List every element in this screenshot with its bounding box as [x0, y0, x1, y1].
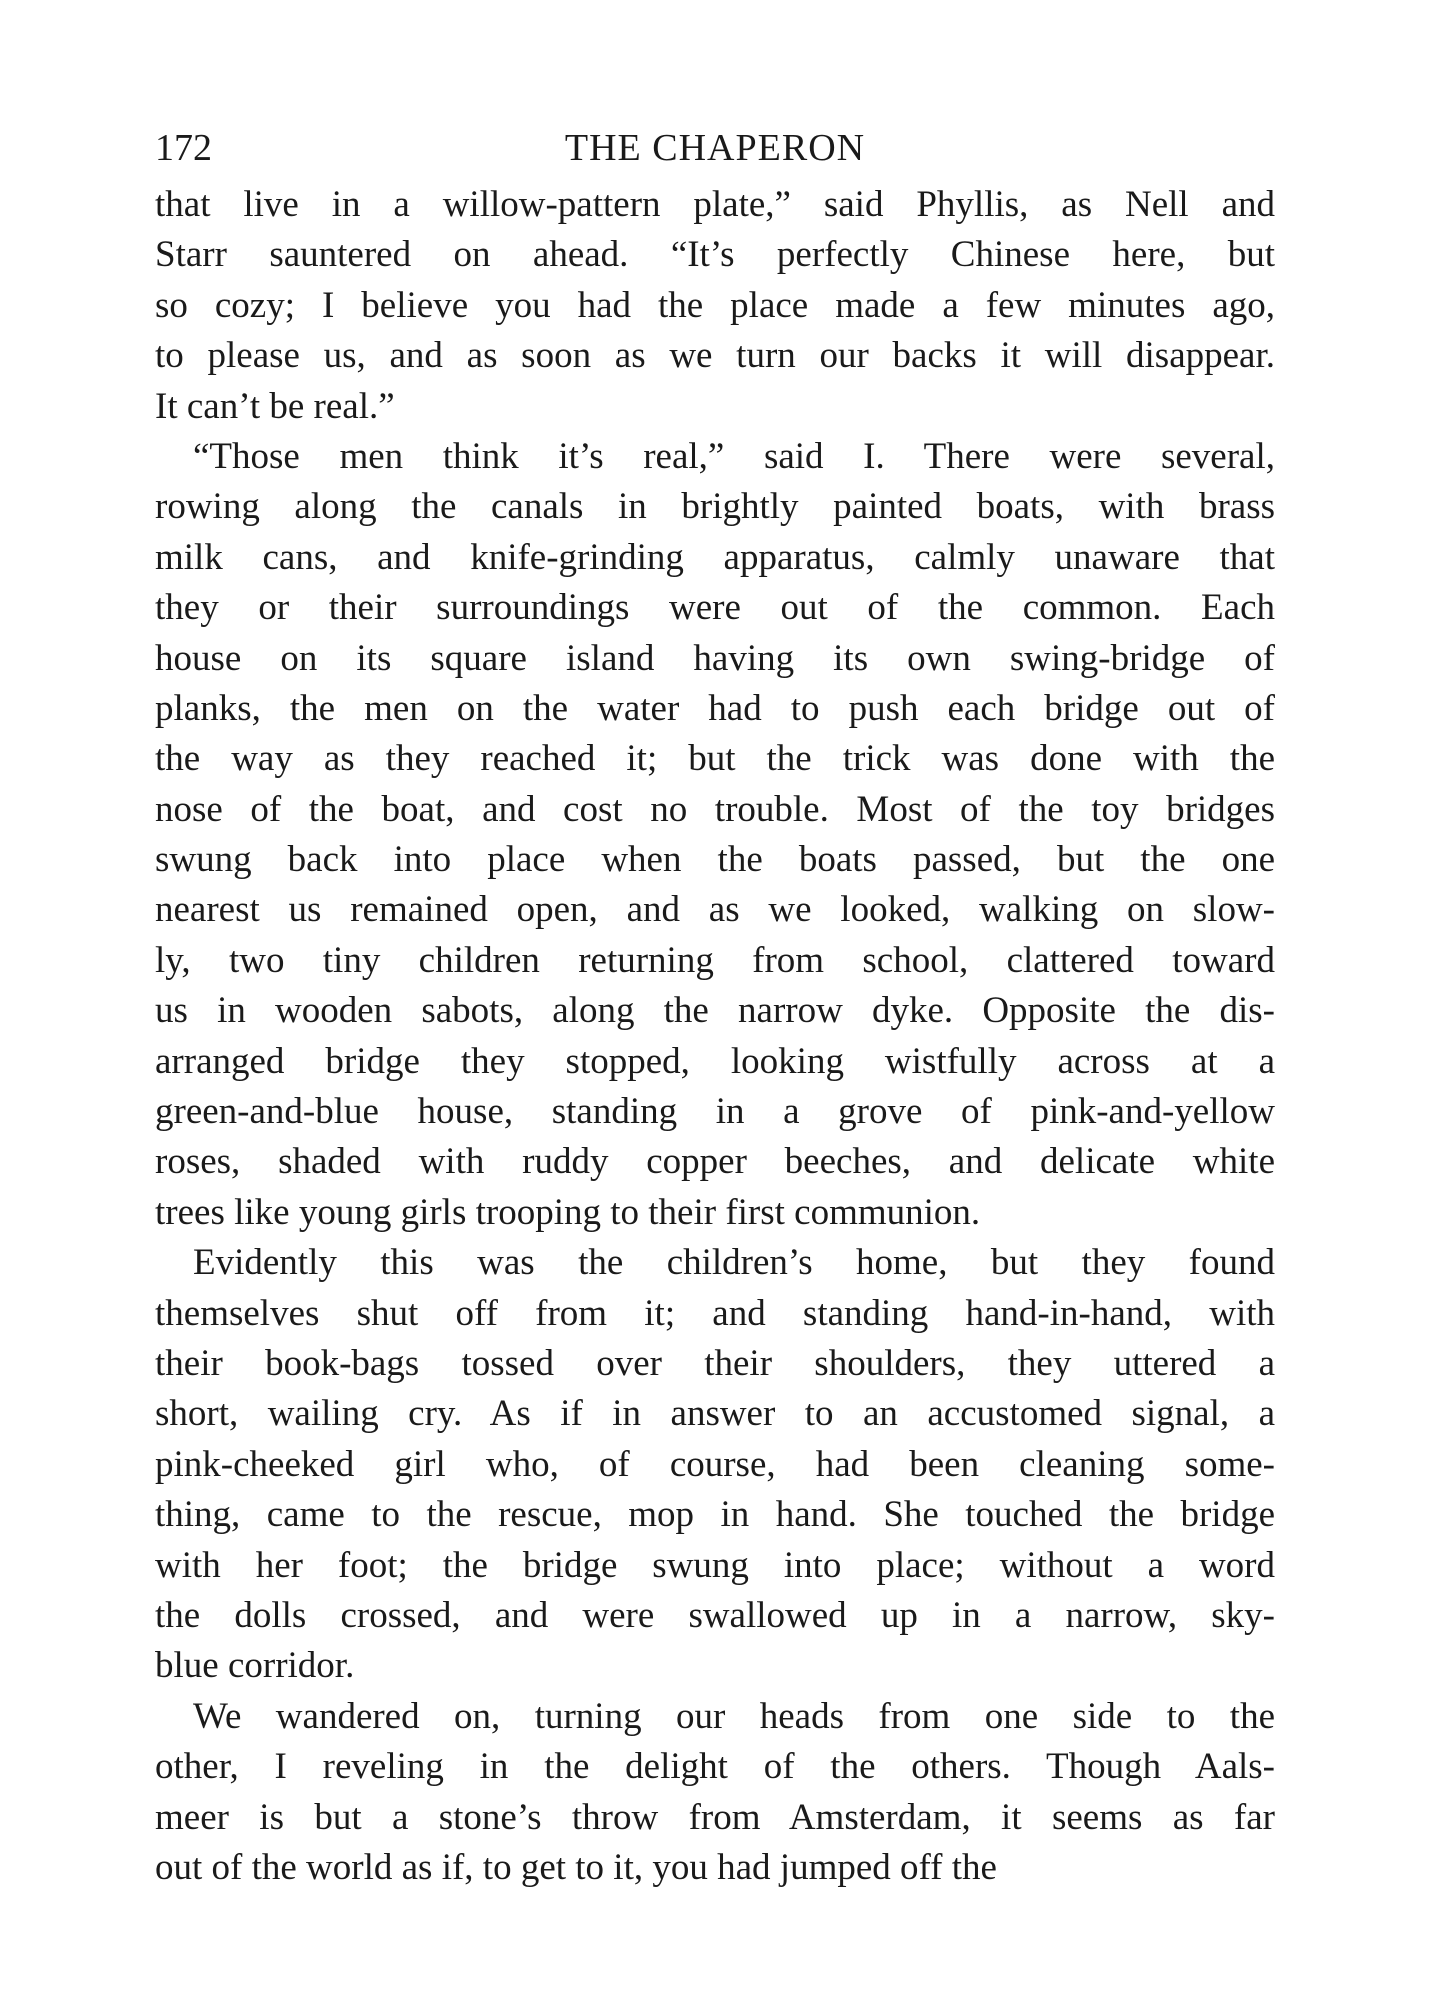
text-line: out of the world as if, to get to it, you had jumped off the [155, 1846, 997, 1888]
text-line: nose of the boat, and cost no trouble. Most of the toy bridges [155, 788, 1275, 830]
text-line: with her foot; the bridge swung into place; without a word [155, 1544, 1275, 1586]
text-line: We wandered on, turning our heads from one side to the [193, 1695, 1275, 1737]
paragraph [155, 180, 1275, 432]
paragraph [155, 1692, 1275, 1894]
text-line: the way as they reached it; but the trick was done with the [155, 738, 1275, 780]
text-line: planks, the men on the water had to push each bridge out of [155, 687, 1275, 729]
text-line: arranged bridge they stopped, looking wistfully across at a [155, 1040, 1275, 1082]
text-line: pink-cheeked girl who, of course, had been cleaning some- [155, 1443, 1275, 1485]
text-line: house on its square island having its own swing-bridge of [155, 637, 1275, 679]
text-line: us in wooden sabots, along the narrow dyke. Opposite the dis- [155, 990, 1275, 1032]
text-line: thing, came to the rescue, mop in hand. She touched the bridge [155, 1494, 1275, 1536]
paragraph [155, 1238, 1275, 1692]
text-line: their book-bags tossed over their shoulders, they uttered a [155, 1342, 1275, 1384]
page-number: 172 [155, 127, 212, 169]
text-line: that live in a willow-pattern plate,” said Phyllis, as Nell and [155, 184, 1275, 225]
running-head [155, 118, 1275, 178]
text-line: so cozy; I believe you had the place made a few minutes ago, [155, 284, 1275, 326]
text-line: the dolls crossed, and were swallowed up in a narrow, sky- [155, 1594, 1275, 1636]
text-line: It can’t be real.” [155, 385, 395, 427]
text-line: blue corridor. [155, 1645, 355, 1687]
text-line: rowing along the canals in brightly painted boats, with brass [155, 486, 1275, 528]
text-line: ly, two tiny children returning from school, clattered toward [155, 939, 1275, 981]
text-line: roses, shaded with ruddy copper beeches, and delicate white [155, 1141, 1275, 1183]
text-line: swung back into place when the boats passed, but the one [155, 839, 1275, 881]
text-line: nearest us remained open, and as we looked, walking on slow- [155, 889, 1275, 931]
text-line: green-and-blue house, standing in a grove of pink-and-yellow [155, 1091, 1275, 1133]
text-line: they or their surroundings were out of the common. Each [155, 587, 1275, 629]
text-line: themselves shut off from it; and standing hand-in-hand, with [155, 1292, 1275, 1334]
body-text [155, 180, 1275, 1893]
text-line: Starr sauntered on ahead. “It’s perfectly Chinese here, but [155, 234, 1275, 276]
text-line: Evidently this was the children’s home, but they found [193, 1242, 1275, 1284]
text-line: milk cans, and knife-grinding apparatus, calmly unaware that [155, 536, 1275, 578]
paragraph [155, 432, 1275, 1238]
text-line: to please us, and as soon as we turn our backs it will disappear. [155, 335, 1275, 377]
text-line: other, I reveling in the delight of the others. Though Aals- [155, 1746, 1275, 1788]
text-line: short, wailing cry. As if in answer to an accustomed signal, a [155, 1393, 1275, 1435]
text-line: “Those men think it’s real,” said I. There were several, [193, 435, 1275, 477]
text-line: trees like young girls trooping to their first communion. [155, 1191, 981, 1233]
text-line: meer is but a stone’s throw from Amsterdam, it seems as far [155, 1796, 1275, 1838]
running-title: THE CHAPERON [564, 127, 866, 169]
